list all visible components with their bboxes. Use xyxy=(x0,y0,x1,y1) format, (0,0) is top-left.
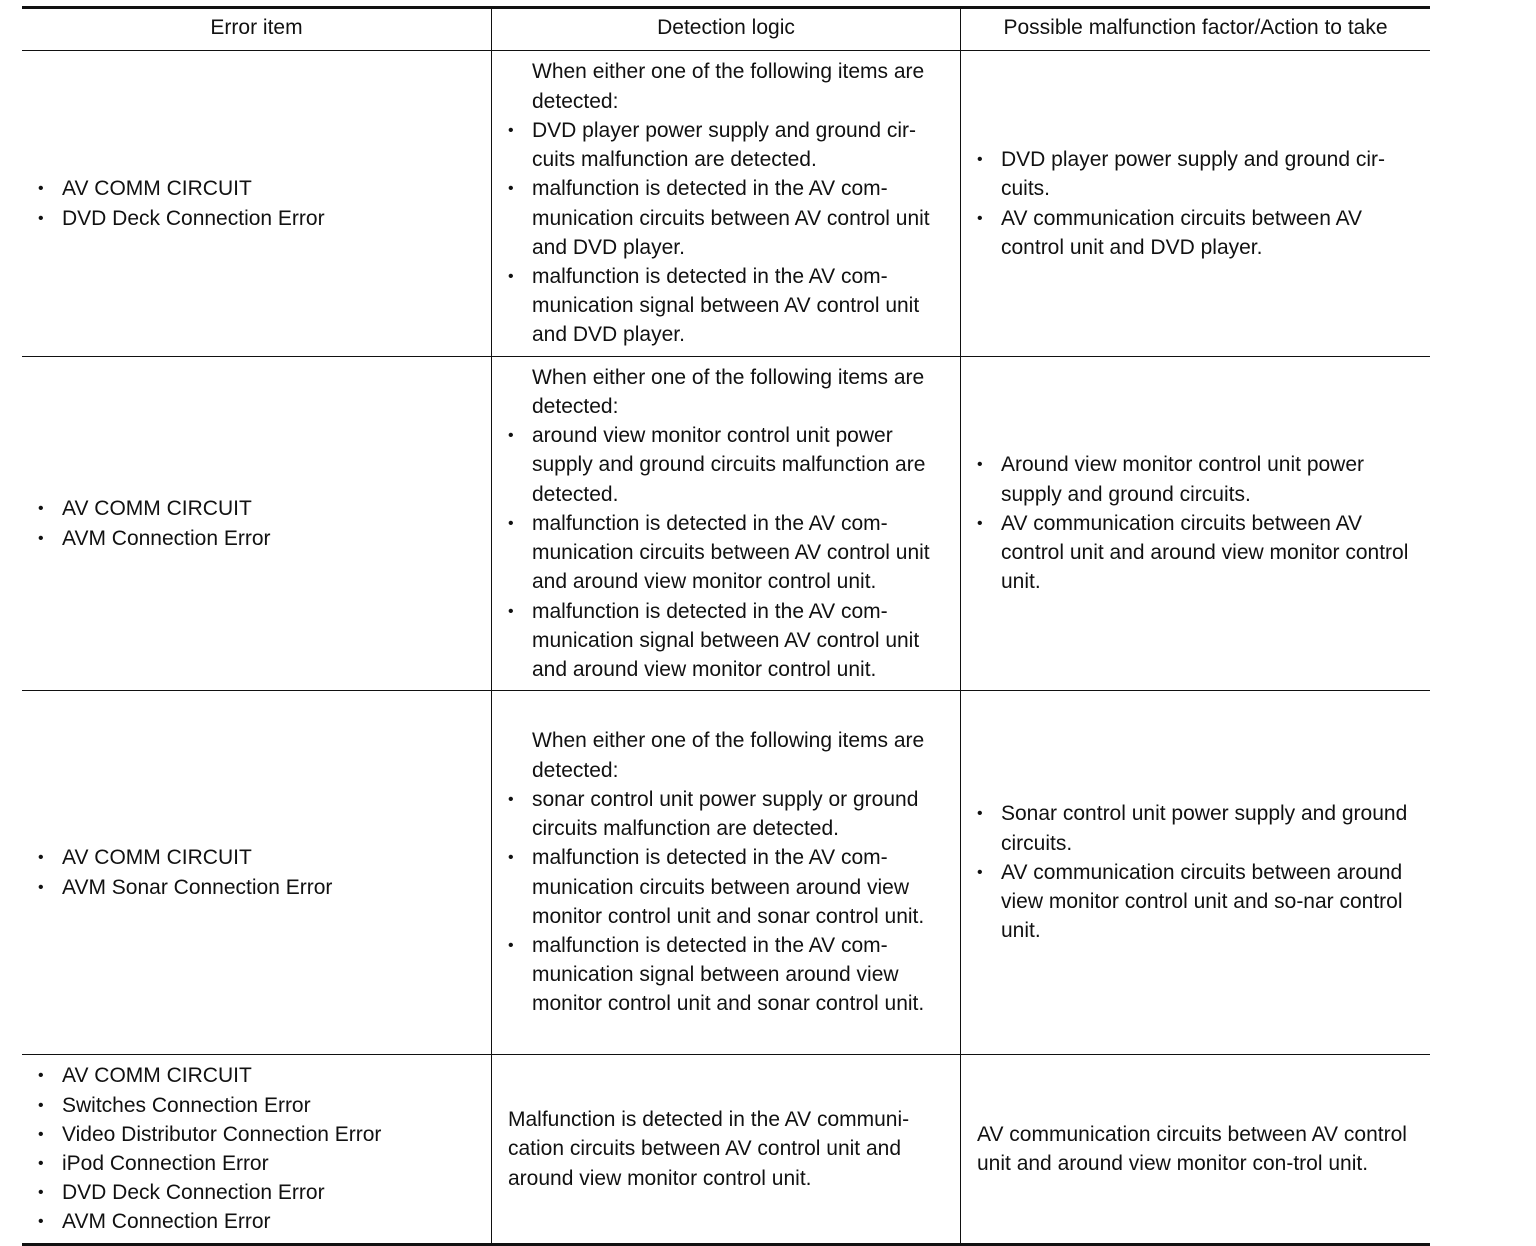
detection-text: Malfunction is detected in the AV communi-cation circuits between AV control unit and around view monitor control unit. xyxy=(508,1108,910,1190)
header-error-item: Error item xyxy=(210,15,303,39)
error-item: • AVM Connection Error xyxy=(22,524,491,553)
detection-lead: When either one of the following items are detected: xyxy=(532,365,925,419)
detection-item: • malfunction is detected in the AV com-munication signal between around view monitor control unit and sonar control unit. xyxy=(492,931,954,1019)
possible-factor-cell xyxy=(960,357,1430,690)
factor-item: • AV communication circuits between AV control unit and around view monitor control unit. xyxy=(961,509,1422,597)
error-item-cell xyxy=(22,691,491,1054)
error-table xyxy=(22,6,1430,1246)
factor-item: • Sonar control unit power supply and ground circuits. xyxy=(961,799,1422,857)
detection-lead: When either one of the following items are detected: xyxy=(532,60,925,113)
error-item: • Video Distributor Connection Error xyxy=(22,1120,491,1149)
detection-logic-cell xyxy=(491,691,960,1054)
factor-text: AV communication circuits between AV control unit and around view monitor con-trol unit. xyxy=(977,1122,1407,1175)
error-item-cell xyxy=(22,357,491,690)
detection-item: • malfunction is detected in the AV com-munication signal between AV control unit and around view monitor control unit. xyxy=(492,597,954,685)
error-item-cell xyxy=(22,51,491,356)
detection-item: • malfunction is detected in the AV com-munication circuits between AV control unit and DVD player. xyxy=(492,174,954,262)
detection-item: • malfunction is detected in the AV com-munication circuits between around view monitor control unit and sonar control unit. xyxy=(492,843,954,931)
error-item: • iPod Connection Error xyxy=(22,1149,491,1178)
table-header-row xyxy=(22,9,1430,51)
detection-logic-cell xyxy=(491,51,960,356)
detection-item: • around view monitor control unit power supply and ground circuits malfunction are detected. xyxy=(492,421,954,509)
header-possible-factor: Possible malfunction factor/Action to take xyxy=(960,9,1430,50)
table-row xyxy=(22,1055,1430,1243)
error-item: • Switches Connection Error xyxy=(22,1091,491,1120)
error-item: • DVD Deck Connection Error xyxy=(22,204,491,233)
detection-item: • malfunction is detected in the AV com-munication signal between AV control unit and DVD player. xyxy=(492,262,954,350)
possible-factor-cell xyxy=(960,51,1430,356)
detection-item: • sonar control unit power supply or ground circuits malfunction are detected. xyxy=(492,785,954,843)
detection-logic-cell xyxy=(491,357,960,690)
factor-item: • DVD player power supply and ground cir-cuits. xyxy=(961,145,1422,203)
possible-factor-cell xyxy=(960,691,1430,1054)
factor-item: • AV communication circuits between around view monitor control unit and so-nar control unit. xyxy=(961,858,1422,946)
header-detection-logic: Detection logic xyxy=(491,9,960,50)
table-row xyxy=(22,357,1430,691)
possible-factor-cell xyxy=(960,1055,1430,1243)
table-row xyxy=(22,691,1430,1055)
table-row xyxy=(22,51,1430,357)
error-item: • AVM Connection Error xyxy=(22,1207,491,1236)
error-item: • AVM Sonar Connection Error xyxy=(22,873,491,902)
factor-item: • AV communication circuits between AV control unit and DVD player. xyxy=(961,204,1422,262)
detection-item: • DVD player power supply and ground cir-cuits malfunction are detected. xyxy=(492,116,954,174)
detection-item: • malfunction is detected in the AV com-munication circuits between AV control unit and around view monitor control unit. xyxy=(492,509,954,597)
error-item: • AV COMM CIRCUIT xyxy=(22,174,491,203)
detection-lead: When either one of the following items are detected: xyxy=(532,729,925,782)
error-item-cell xyxy=(22,1055,491,1243)
error-item: • DVD Deck Connection Error xyxy=(22,1178,491,1207)
error-item: • AV COMM CIRCUIT xyxy=(22,494,491,523)
factor-item: • Around view monitor control unit power supply and ground circuits. xyxy=(961,450,1422,508)
error-item: • AV COMM CIRCUIT xyxy=(22,843,491,872)
error-item: • AV COMM CIRCUIT xyxy=(22,1061,491,1090)
detection-logic-cell xyxy=(491,1055,960,1243)
